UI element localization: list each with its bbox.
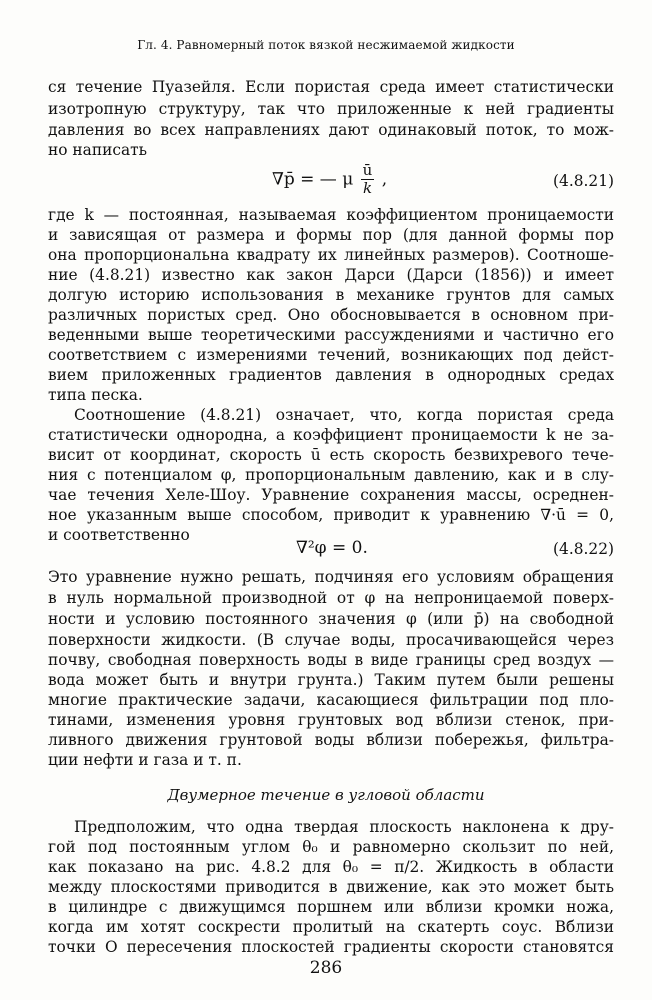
text-line: она пропорциональна квадрату их линейных размеров). Соотноше- bbox=[48, 246, 614, 264]
text-line: долгую историю использования в механике грунтов для самых bbox=[48, 286, 614, 304]
text-line: как показано на рис. 4.8.2 для θ₀ = π/2. Жидкость в области bbox=[48, 858, 614, 876]
text-line: ние (4.8.21) известно как закон Дарси (Дарси (1856)) и имеет bbox=[48, 266, 614, 284]
text-line: Предположим, что одна твердая плоскость наклонена к дру- bbox=[74, 818, 614, 836]
text-line: ности и условию постоянного значения φ (или p̄) на свободной bbox=[48, 610, 614, 628]
text-line: где k — постоянная, называемая коэффициентом проницаемости bbox=[48, 206, 614, 224]
fraction-numerator: ū bbox=[362, 161, 373, 179]
section-subheading: Двумерное течение в угловой области bbox=[167, 786, 485, 804]
text-line: между плоскостями приводится в движение, как это может быть bbox=[48, 878, 614, 896]
text-line: когда им хотят соскрести пролитый на скатерть соус. Вблизи bbox=[48, 918, 614, 936]
text-line: точки O пересечения плоскостей градиенты скорости становятся bbox=[48, 938, 614, 956]
text-line: в нуль нормальной производной от φ на непроницаемой поверх- bbox=[48, 589, 614, 607]
text-line: статистически однородна, а коэффициент проницаемости k не за- bbox=[48, 426, 614, 444]
text-line: чае течения Хеле-Шоу. Уравнение сохранения массы, осреднен- bbox=[48, 486, 614, 504]
text-line: ливного движения грунтовой воды вблизи побережья, фильтра- bbox=[48, 731, 614, 749]
text-line: изотропную структуру, так что приложенные к ней градиенты bbox=[48, 100, 614, 118]
text-line: многие практические задачи, касающиеся фильтрации под пло- bbox=[48, 691, 614, 709]
text-line: почву, свободная поверхность воды в виде границы сред воздух — bbox=[48, 651, 614, 669]
text-line: в цилиндре с движущимся поршнем или вблизи кромки ножа, bbox=[48, 898, 614, 916]
text-line: Соотношение (4.8.21) означает, что, когда пористая среда bbox=[74, 406, 614, 424]
equation-number: (4.8.21) bbox=[553, 172, 614, 190]
text-line: гой под постоянным углом θ₀ и равномерно скользит по ней, bbox=[48, 838, 614, 856]
equation-number: (4.8.22) bbox=[553, 540, 614, 558]
text-line: различных пористых сред. Оно обосновывается в основном при- bbox=[48, 306, 614, 324]
text-line: Это уравнение нужно решать, подчиняя его условиям обращения bbox=[48, 568, 614, 586]
equation-lhs: ∇p̄ = — μ bbox=[272, 169, 354, 190]
text-line: и соответственно bbox=[48, 526, 190, 544]
text-line: но написать bbox=[48, 141, 148, 159]
text-line: вода может быть и внутри грунта.) Таким путем были решены bbox=[48, 671, 614, 689]
text-line: типа песка. bbox=[48, 386, 143, 404]
text-line: ния с потенциалом φ, пропорциональным давлению, как и в слу- bbox=[48, 466, 614, 484]
equation-tail: , bbox=[381, 169, 388, 190]
equation-expression: ∇²φ = 0. bbox=[296, 538, 368, 558]
page-number: 286 bbox=[309, 958, 343, 978]
text-line: ции нефти и газа и т. п. bbox=[48, 751, 242, 769]
equation-fraction bbox=[361, 162, 375, 197]
text-line: ся течение Пуазейля. Если пористая среда имеет статистически bbox=[48, 78, 614, 96]
text-line: висит от координат, скорость ū есть скорость безвихревого тече- bbox=[48, 446, 614, 464]
text-line: вием приложенных градиентов давления в однородных средах bbox=[48, 366, 614, 384]
text-line: давления во всех направлениях дают одинаковый поток, то мож- bbox=[48, 121, 614, 139]
text-line: веденными выше теоретическими рассуждениями и частично его bbox=[48, 326, 614, 344]
text-line: тинами, изменения уровня грунтовых вод вблизи стенок, при- bbox=[48, 711, 614, 729]
text-line: соответствием с измерениями течений, возникающих под дейст- bbox=[48, 346, 614, 364]
text-line: и зависящая от размера и формы пор (для данной формы пор bbox=[48, 226, 614, 244]
running-header: Гл. 4. Равномерный поток вязкой несжимаемой жидкости bbox=[137, 38, 515, 52]
text-line: ное указанным выше способом, приводит к уравнению ∇·ū = 0, bbox=[48, 506, 614, 524]
fraction-denominator: k bbox=[362, 179, 373, 197]
text-line: поверхности жидкости. (В случае воды, просачивающейся через bbox=[48, 631, 614, 649]
